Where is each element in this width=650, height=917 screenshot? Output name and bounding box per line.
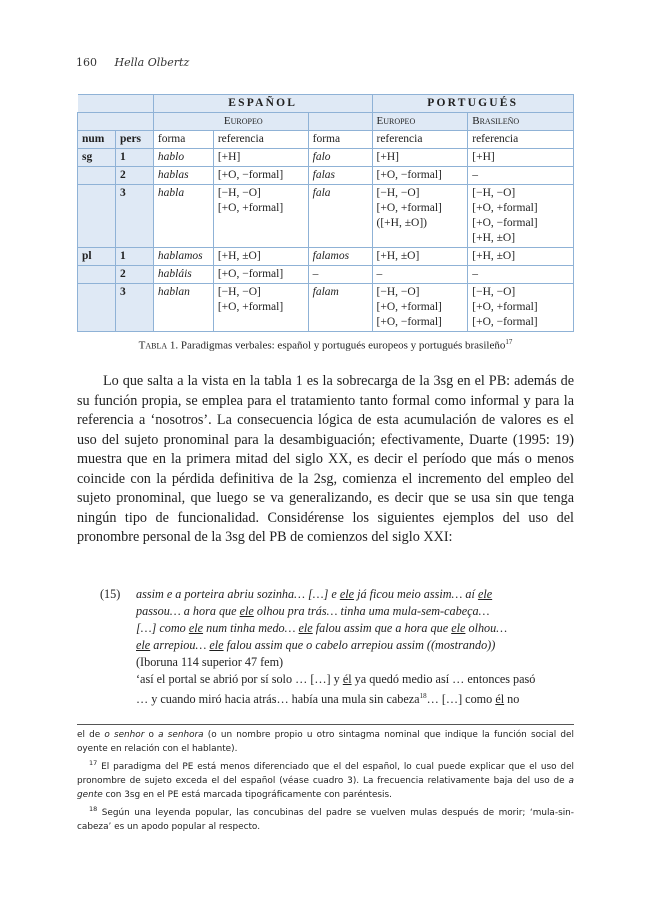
- cell-pers: 2: [115, 167, 153, 185]
- table-row: [78, 248, 574, 266]
- footnote-rule: [77, 724, 574, 725]
- table-corner-2: [78, 113, 154, 131]
- running-header: [76, 56, 189, 69]
- page-number: 160: [76, 56, 97, 69]
- running-author: Hella Olbertz: [114, 56, 190, 69]
- cell-es-ref: [−H, −O] [+O, +formal]: [213, 185, 308, 248]
- cell-num: sg: [78, 149, 116, 167]
- cell-pb-ref: –: [468, 167, 574, 185]
- col-ref-pb: referencia: [468, 131, 574, 149]
- cell-num: [78, 266, 116, 284]
- cell-pe-ref: [+H]: [372, 149, 468, 167]
- footnotes: [77, 728, 574, 834]
- cell-es-forma: hablas: [153, 167, 213, 185]
- cell-num: [78, 185, 116, 248]
- footnote-18: $^{18}$ Según una leyenda popular, las concubinas del padre se vuelven mulas después de morir; ‘mula-sin-cabeza’ es un apodo popular al respecto.: [77, 804, 574, 832]
- table-row: [78, 185, 574, 248]
- table-body: [78, 149, 574, 332]
- example-pt-line: ele arrepiou… ele falou assim que o cabelo arrepiou assim ((mostrando)): [136, 638, 496, 652]
- header-espanol: ESPAÑOL: [153, 95, 372, 113]
- header-europeo-pt: Europeo: [372, 113, 468, 131]
- example-es-line: … y cuando miró hacia atrás… había una mula sin cabeza$^{18}$… […] como él no: [136, 692, 520, 707]
- cell-es-forma: hablo: [153, 149, 213, 167]
- col-ref-pe: referencia: [372, 131, 468, 149]
- cell-pe-ref: [−H, −O] [+O, +formal] ([+H, ±O]): [372, 185, 468, 248]
- caption-text: Paradigmas verbales: español y portugués europeos y portugués brasileño: [180, 339, 506, 352]
- example-pt-line: assim e a porteira abriu sozinha… […] e ele já ficou meio assim… aí ele: [136, 587, 493, 601]
- cell-pt-forma: falo: [308, 149, 372, 167]
- cell-num: pl: [78, 248, 116, 266]
- caption-label: Tabla 1.: [138, 339, 179, 352]
- cell-pt-forma: –: [308, 266, 372, 284]
- header-brasileno: Brasileño: [468, 113, 574, 131]
- cell-pb-ref: [−H, −O] [+O, +formal] [+O, −formal] [+H, ±O]: [468, 185, 574, 248]
- cell-es-forma: hablamos: [153, 248, 213, 266]
- caption-note-ref: 17: [505, 338, 513, 346]
- cell-pb-ref: –: [468, 266, 574, 284]
- header-europeo-es: Europeo: [153, 113, 308, 131]
- table-row: [78, 284, 574, 332]
- table-row: [78, 167, 574, 185]
- cell-pt-forma: falas: [308, 167, 372, 185]
- table-corner: [78, 95, 154, 113]
- col-ref-es: referencia: [213, 131, 308, 149]
- header-portugues: PORTUGUÉS: [372, 95, 574, 113]
- example-pt-line: […] como ele num tinha medo… ele falou assim que a hora que ele olhou…: [136, 621, 508, 635]
- paradigm-table: [77, 94, 574, 332]
- cell-pt-forma: falam: [308, 284, 372, 332]
- cell-pers: 3: [115, 284, 153, 332]
- cell-pers: 3: [115, 185, 153, 248]
- cell-pers: 1: [115, 149, 153, 167]
- table-row: [78, 149, 574, 167]
- example-pt-line: passou… a hora que ele olhou pra trás… tinha uma mula-sem-cabeça…: [136, 604, 490, 618]
- col-pers: pers: [115, 131, 153, 149]
- body-text: [77, 372, 574, 548]
- cell-pt-forma: falamos: [308, 248, 372, 266]
- cell-pt-forma: fala: [308, 185, 372, 248]
- col-num: num: [78, 131, 116, 149]
- cell-pe-ref: [−H, −O] [+O, +formal] [+O, −formal]: [372, 284, 468, 332]
- cell-es-forma: hablan: [153, 284, 213, 332]
- cell-es-ref: [+H, ±O]: [213, 248, 308, 266]
- cell-es-ref: [−H, −O] [+O, +formal]: [213, 284, 308, 332]
- cell-pe-ref: [+H, ±O]: [372, 248, 468, 266]
- cell-pe-ref: [+O, −formal]: [372, 167, 468, 185]
- table-row: [78, 266, 574, 284]
- cell-es-forma: habláis: [153, 266, 213, 284]
- col-forma-es: forma: [153, 131, 213, 149]
- col-forma-pt: forma: [308, 131, 372, 149]
- table-caption: [77, 338, 574, 352]
- example-number: (15): [100, 587, 121, 601]
- cell-pers: 1: [115, 248, 153, 266]
- footnote-continuation: el de o senhor o a senhora (o un nombre propio u otro sintagma nominal que indique la función social del oyente en relación con el hablante).: [77, 730, 574, 754]
- cell-pb-ref: [−H, −O] [+O, +formal] [+O, −formal]: [468, 284, 574, 332]
- cell-pb-ref: [+H, ±O]: [468, 248, 574, 266]
- example-source: (Iboruna 114 superior 47 fem): [136, 655, 284, 669]
- cell-es-forma: habla: [153, 185, 213, 248]
- header-empty: [308, 113, 372, 131]
- cell-num: [78, 284, 116, 332]
- cell-pb-ref: [+H]: [468, 149, 574, 167]
- cell-pers: 2: [115, 266, 153, 284]
- body-paragraph: Lo que salta a la vista en la tabla 1 es la sobrecarga de la 3sg en el PB: además de su función propia, se emplea para el tratamiento tanto formal como informal y para la referencia a ‘nosotros’. La consecuencia lógica de esta acumulación de valores es el uso del sujeto pronominal para la desambiguación; efectivamente, Duarte (1995: 19) muestra que en la primera mitad del siglo XX, es decir el período que más o menos coincide con la pérdida definitiva de la 2sg, comienza el incremento del empleo del sujeto pronominal, que luego se va generalizando, es decir que se usa sin que tenga ningún tipo de funcionalidad. Considérense los siguientes ejemplos del uso del pronombre personal de la 3sg del PB de comienzos del siglo XXI:: [77, 373, 574, 545]
- cell-es-ref: [+O, −formal]: [213, 266, 308, 284]
- example-es-line: ‘así el portal se abrió por sí solo … […] y él ya quedó medio así … entonces pasó: [136, 672, 536, 686]
- cell-pe-ref: –: [372, 266, 468, 284]
- cell-es-ref: [+O, −formal]: [213, 167, 308, 185]
- cell-es-ref: [+H]: [213, 149, 308, 167]
- footnote-17: $^{17}$ El paradigma del PE está menos diferenciado que el del español, lo cual puede explicar que el uso del pronombre de sujeto exceda el del español (véase cuadro 3). La frecuencia relativamente baja del uso de a gente con 3sg en el PE está marcada tipográficamente con paréntesis.: [77, 759, 574, 800]
- cell-num: [78, 167, 116, 185]
